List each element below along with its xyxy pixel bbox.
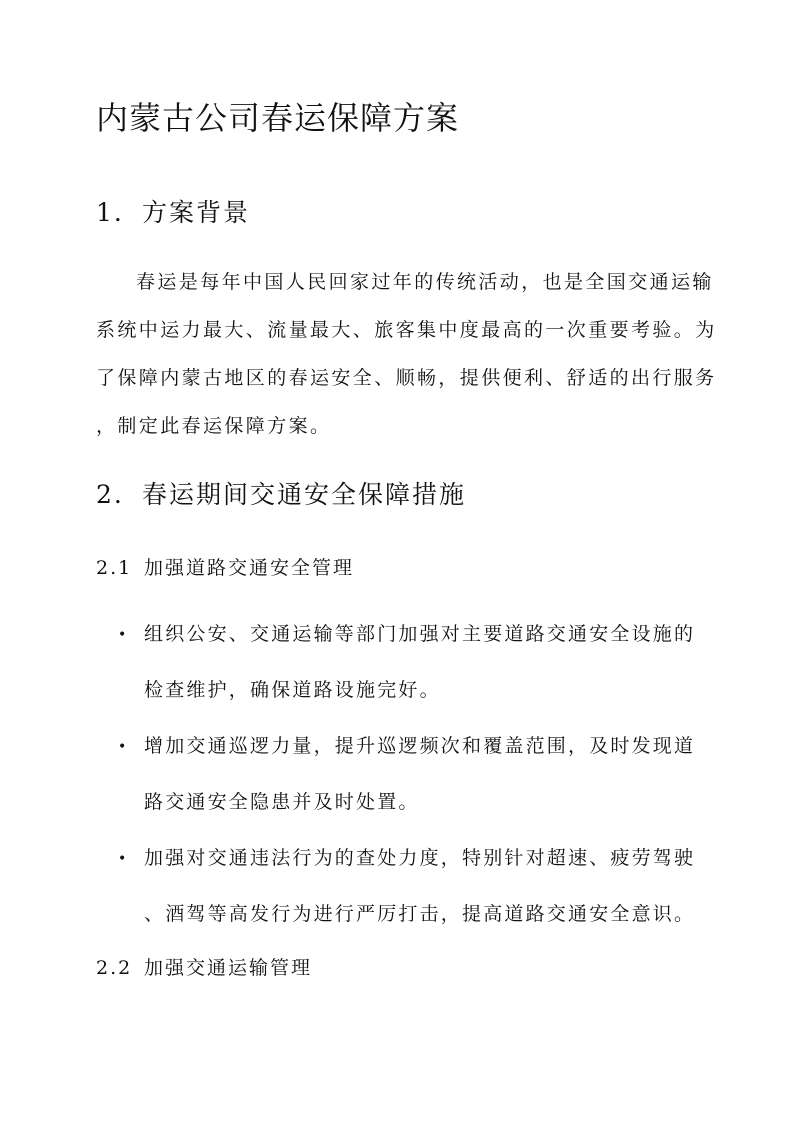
section-title: 方案背景: [142, 198, 251, 227]
list-item: [96, 718, 704, 830]
section-heading-2: [96, 478, 466, 512]
bullet-marker: •: [118, 627, 127, 643]
bullet-line: 加强对交通违法行为的查处力度，特别针对超速、疲劳驾驶: [144, 847, 696, 869]
section-number: 2.: [96, 480, 124, 509]
subsection-number: 2.2: [96, 957, 133, 979]
bullet-line: 路交通安全隐患并及时处置。: [144, 791, 420, 813]
section-number: 1.: [96, 198, 124, 227]
subsection-number: 2.1: [96, 557, 133, 579]
subsection-title: 加强交通运输管理: [144, 957, 313, 979]
bullet-line: 增加交通巡逻力量，提升巡逻频次和覆盖范围，及时发现道: [144, 735, 696, 757]
bullet-marker: •: [118, 851, 127, 867]
bullet-line: 组织公安、交通运输等部门加强对主要道路交通安全设施的: [144, 623, 696, 645]
subsection-heading-2-1: [96, 554, 354, 582]
bullet-line: 检查维护，确保道路设施完好。: [144, 679, 441, 701]
bullet-marker: •: [118, 739, 127, 755]
bullet-line: 、酒驾等高发行为进行严厉打击，提高道路交通安全意识。: [144, 903, 696, 925]
paragraph-line: 了保障内蒙古地区的春运安全、顺畅，提供便利、舒适的出行服务: [96, 367, 717, 389]
paragraph-line: ，制定此春运保障方案。: [96, 415, 332, 437]
section-title: 春运期间交通安全保障措施: [142, 480, 467, 509]
paragraph-line: 系统中运力最大、流量最大、旅客集中度最高的一次重要考验。为: [96, 319, 717, 341]
subsection-title: 加强道路交通安全管理: [144, 557, 355, 579]
document-title: 内蒙古公司春运保障方案: [96, 99, 460, 137]
section-heading-1: [96, 196, 250, 230]
list-item: [96, 606, 704, 718]
subsection-heading-2-2: [96, 954, 312, 982]
background-paragraph: [96, 258, 717, 450]
list-item: [96, 830, 704, 942]
paragraph-line: 春运是每年中国人民回家过年的传统活动，也是全国交通运输: [136, 271, 714, 293]
